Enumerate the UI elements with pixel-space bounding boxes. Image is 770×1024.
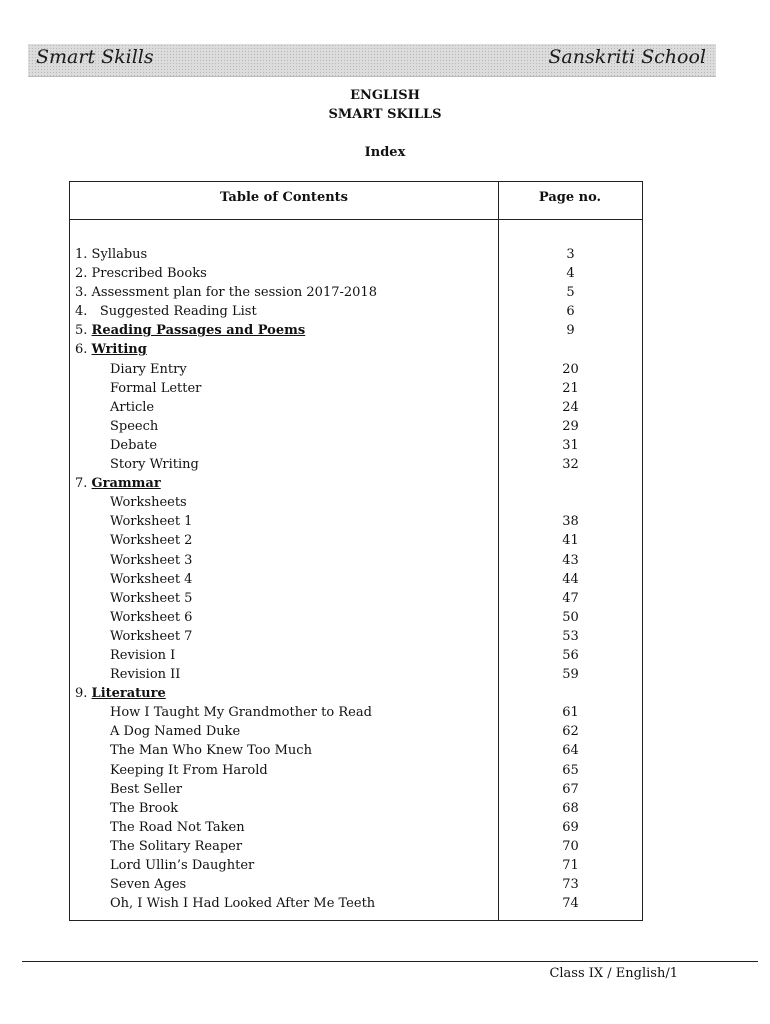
toc-entry-text: Diary Entry xyxy=(110,361,187,377)
toc-entry-label xyxy=(110,761,268,780)
toc-row xyxy=(70,780,642,799)
column-header-page: Page no. xyxy=(538,190,602,205)
toc-entry-page: 41 xyxy=(562,533,579,549)
toc-entry-page: 3 xyxy=(566,247,575,262)
toc-entry-text: Keeping It From Harold xyxy=(110,762,268,778)
toc-entry-label xyxy=(110,627,192,646)
toc-entry-label xyxy=(110,436,157,455)
toc-entry-page: 74 xyxy=(562,896,579,912)
toc-row xyxy=(70,379,642,398)
toc-entry-page: 47 xyxy=(562,590,579,606)
toc-entry-text: Reading Passages and Poems xyxy=(91,323,306,339)
toc-entry-text: The Road Not Taken xyxy=(110,819,245,835)
toc-entry-label xyxy=(110,589,192,608)
toc-entry-page: 5 xyxy=(566,285,575,301)
toc-entry-text: Best Seller xyxy=(110,781,183,797)
toc-entry-label xyxy=(110,703,372,722)
toc-entry-label xyxy=(110,837,242,856)
toc-row xyxy=(70,646,642,665)
toc-entry-label xyxy=(110,665,180,684)
toc-entry-page: 6 xyxy=(566,304,575,320)
toc-row xyxy=(70,321,642,340)
toc-entry-page: 64 xyxy=(562,743,579,759)
toc-entry-page: 59 xyxy=(562,667,579,683)
toc-row xyxy=(70,589,642,608)
footer-rule xyxy=(22,961,758,962)
toc-row xyxy=(70,627,642,646)
toc-entry-text: Article xyxy=(110,399,155,415)
toc-row xyxy=(70,417,642,436)
toc-entry-label xyxy=(110,608,192,627)
toc-entry-page: 20 xyxy=(562,361,579,377)
toc-entry-label xyxy=(75,321,305,340)
toc-row xyxy=(70,264,642,283)
toc-entry-number: 6. xyxy=(75,342,92,358)
toc-entry-text: Formal Letter xyxy=(110,380,202,396)
toc-row xyxy=(70,493,642,512)
toc-entry-label xyxy=(75,684,166,703)
toc-entry-text: Debate xyxy=(110,437,158,453)
toc-rows xyxy=(70,245,642,913)
toc-entry-label xyxy=(110,551,192,570)
toc-entry-label xyxy=(110,856,254,875)
toc-entry-label xyxy=(75,474,161,493)
toc-row xyxy=(70,761,642,780)
toc-entry-number: 7. xyxy=(75,476,92,492)
doc-title-index: Index xyxy=(364,145,406,160)
toc-entry-label xyxy=(110,818,245,837)
toc-entry-text: The Brook xyxy=(110,800,179,816)
doc-title-smart-skills: SMART SKILLS xyxy=(328,107,442,122)
toc-entry-label xyxy=(75,302,257,321)
toc-entry-page: 53 xyxy=(562,628,579,644)
toc-entry-page: 67 xyxy=(562,781,579,797)
toc-entry-text: Worksheet 7 xyxy=(110,628,193,644)
toc-entry-page: 61 xyxy=(562,705,579,721)
toc-entry-text: Literature xyxy=(91,686,166,702)
toc-row xyxy=(70,741,642,760)
toc-entry-page: 4 xyxy=(566,266,575,282)
toc-entry-label xyxy=(110,531,192,550)
toc-entry-text: Writing xyxy=(91,342,147,358)
toc-entry-number: 9. xyxy=(75,686,92,702)
toc-entry-label xyxy=(110,570,192,589)
toc-entry-text: Revision II xyxy=(110,667,181,683)
toc-entry-label xyxy=(110,455,199,474)
toc-entry-page: 9 xyxy=(566,323,575,339)
toc-entry-label xyxy=(110,379,201,398)
toc-entry-text: The Solitary Reaper xyxy=(110,838,243,854)
toc-entry-number: 1. xyxy=(75,247,92,262)
toc-entry-page: 73 xyxy=(562,877,579,893)
toc-entry-label xyxy=(110,894,375,913)
toc-entry-number: 2. xyxy=(75,266,92,282)
toc-row xyxy=(70,722,642,741)
toc-entry-label xyxy=(110,875,186,894)
toc-entry-text: Revision I xyxy=(110,647,176,663)
toc-entry-page: 68 xyxy=(562,800,579,816)
toc-row xyxy=(70,894,642,913)
toc-entry-page: 70 xyxy=(562,838,579,854)
doc-title-english: ENGLISH xyxy=(350,88,420,103)
toc-entry-text: Worksheet 3 xyxy=(110,552,193,568)
toc-entry-label xyxy=(110,646,175,665)
toc-entry-page: 38 xyxy=(562,514,579,530)
toc-entry-label xyxy=(75,340,147,359)
toc-entry-label xyxy=(110,799,178,818)
toc-row xyxy=(70,551,642,570)
toc-entry-text: Worksheet 1 xyxy=(110,514,193,530)
toc-entry-label xyxy=(110,360,187,379)
toc-row xyxy=(70,608,642,627)
toc-entry-text: Suggested Reading List xyxy=(99,304,257,320)
toc-entry-label xyxy=(75,283,377,302)
toc-row xyxy=(70,474,642,493)
toc-entry-page: 71 xyxy=(562,858,579,873)
toc-entry-page: 31 xyxy=(562,437,579,453)
toc-entry-page: 62 xyxy=(562,724,579,740)
toc-entry-page: 69 xyxy=(562,819,579,835)
toc-row xyxy=(70,684,642,703)
header-band xyxy=(28,44,716,77)
toc-entry-label xyxy=(110,741,312,760)
toc-entry-number: 3. xyxy=(75,285,92,301)
header-right-title: Sanskriti School xyxy=(548,46,706,68)
toc-entry-page: 21 xyxy=(562,380,579,396)
toc-row xyxy=(70,436,642,455)
toc-entry-label xyxy=(110,493,187,512)
toc-entry-text: Worksheet 4 xyxy=(110,571,193,587)
column-header-contents: Table of Contents xyxy=(220,190,348,205)
toc-entry-text: Story Writing xyxy=(110,457,199,473)
header-divider xyxy=(70,219,642,220)
toc-row xyxy=(70,283,642,302)
toc-entry-label xyxy=(110,398,154,417)
toc-entry-page: 29 xyxy=(562,418,579,434)
toc-row xyxy=(70,665,642,684)
toc-entry-label xyxy=(75,245,147,264)
footer-page-label: Class IX / English/1 xyxy=(549,966,678,981)
toc-row xyxy=(70,512,642,531)
toc-entry-number: 5. xyxy=(75,323,92,339)
toc-entry-page: 65 xyxy=(562,762,579,778)
toc-entry-text: Lord Ullin’s Daughter xyxy=(110,858,255,873)
toc-entry-text: A Dog Named Duke xyxy=(110,724,241,740)
toc-entry-label xyxy=(110,722,240,741)
toc-entry-text: Oh, I Wish I Had Looked After Me Teeth xyxy=(110,896,376,912)
toc-entry-page: 50 xyxy=(562,609,579,625)
toc-entry-label xyxy=(110,512,192,531)
toc-entry-text: Worksheet 2 xyxy=(110,533,193,549)
toc-entry-page: 43 xyxy=(562,552,579,568)
toc-table xyxy=(69,181,643,921)
toc-row xyxy=(70,799,642,818)
toc-entry-text: Assessment plan for the session 2017-2018 xyxy=(91,285,377,301)
toc-row xyxy=(70,837,642,856)
toc-entry-page: 56 xyxy=(562,647,579,663)
header-left-title: Smart Skills xyxy=(36,46,154,68)
toc-row xyxy=(70,360,642,379)
toc-row xyxy=(70,398,642,417)
toc-entry-text: How I Taught My Grandmother to Read xyxy=(110,705,372,721)
toc-entry-text: Worksheets xyxy=(110,495,187,511)
toc-row xyxy=(70,455,642,474)
toc-entry-label xyxy=(75,264,207,283)
toc-row xyxy=(70,302,642,321)
toc-entry-text: Worksheet 6 xyxy=(110,609,193,625)
toc-row xyxy=(70,818,642,837)
toc-entry-text: Speech xyxy=(110,418,159,434)
toc-row xyxy=(70,856,642,875)
toc-entry-text: Seven Ages xyxy=(110,877,187,893)
toc-row xyxy=(70,245,642,264)
toc-row xyxy=(70,340,642,359)
toc-entry-label xyxy=(110,780,182,799)
toc-entry-page: 24 xyxy=(562,399,579,415)
toc-entry-page: 44 xyxy=(562,571,579,587)
toc-row xyxy=(70,570,642,589)
toc-row xyxy=(70,531,642,550)
toc-entry-text: The Man Who Knew Too Much xyxy=(110,743,312,759)
toc-entry-label xyxy=(110,417,158,436)
toc-entry-text: Prescribed Books xyxy=(91,266,207,282)
toc-entry-text: Worksheet 5 xyxy=(110,590,193,606)
toc-entry-number: 4. xyxy=(75,304,100,320)
toc-entry-page: 32 xyxy=(562,457,579,473)
toc-entry-text: Grammar xyxy=(91,476,161,492)
toc-row xyxy=(70,703,642,722)
toc-row xyxy=(70,875,642,894)
toc-entry-text: Syllabus xyxy=(91,247,148,262)
